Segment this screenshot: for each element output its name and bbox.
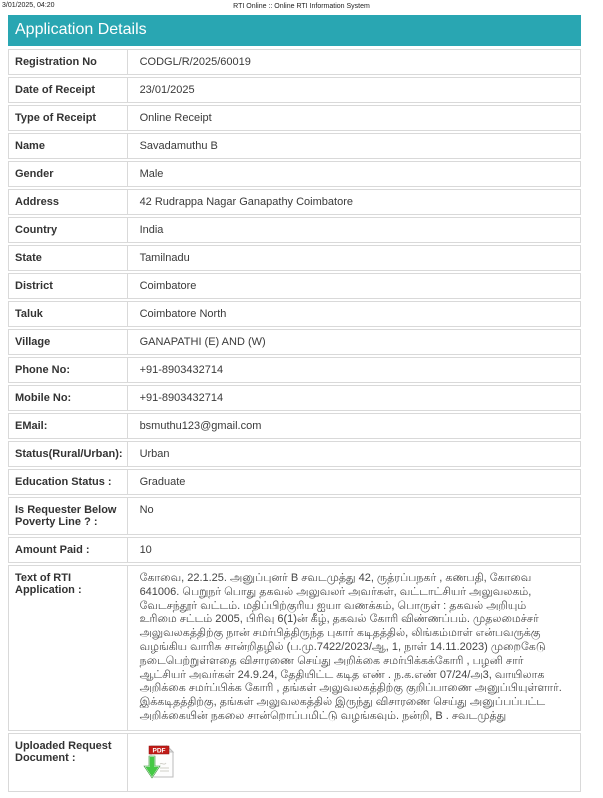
field-label: Uploaded Request Document : — [8, 733, 128, 792]
field-label: Address — [8, 189, 128, 215]
table-row — [8, 301, 581, 327]
table-row-uploaded-document — [8, 733, 581, 792]
table-row — [8, 357, 581, 383]
page-title: Application Details — [8, 15, 581, 46]
rti-application-text: கோவை, 22.1.25. அனுப்புனர் B சவடமுத்து 42, ருத்ரப்பநகர் , கணபதி, கோவை 641006. பெறுநர் பொது தகவல் அலுவலர் அவர்கள், வட்டாட்சியர் அலுவலகம், வேடசந்தூர் வட்டம். மதிப்பிற்குரிய ஐயா வணக்கம், பொருள் : தகவல் அறியும் உரிமை சட்டம் 2005, பிரிவு 6(1)ன் கீழ், தகவல் கோரி விண்ணப்பம். முதலமைச்சர் அலுவலகத்திற்கு நான் சமர்பித்திருந்த புகார் கடிதத்தில், லிங்கம்மாள் என்பவருக்கு வழங்கிய வாரிசு சான்றிதழில் (ப.மு.7422/2023/ஆ, 1, நாள் 14.11.2023) முறைகேடு நடைபெற்றுள்ளதை விசாரணை செய்து அறிக்கை சமர்பிக்கக்கோரி , பழனி சார் ஆட்சியர் அவர்கள் 24.9.24, தேதியிட்ட கடித எண் . ந.க.எண் 07/24/அ3, வாயிலாக அறிக்கை சமர்ப்பிக்க கோரி , தங்கள் அலுவலகத்திற்கு குறிப்பாணை அனுப்பியுள்ளார். இக்கடிதத்திற்கு, தங்கள் அலுவலகத்தில் இருந்து விசாரணை செய்து அனுப்பப்பட்ட அறிக்கையின் நகலை சான்றொப்பமிட்டு வழங்கவும். நன்றி, B . சவடமுத்து — [128, 565, 581, 731]
field-label: Village — [8, 329, 128, 355]
table-row — [8, 105, 581, 131]
table-row — [8, 329, 581, 355]
print-title: RTI Online :: Online RTI Information System — [233, 3, 370, 10]
table-row — [8, 537, 581, 563]
field-value: GANAPATHI (E) AND (W) — [128, 329, 581, 355]
field-label: Amount Paid : — [8, 537, 128, 563]
table-row — [8, 273, 581, 299]
table-row — [8, 189, 581, 215]
field-label: Mobile No: — [8, 385, 128, 411]
field-value: Urban — [128, 441, 581, 467]
table-row — [8, 441, 581, 467]
field-value: +91-8903432714 — [128, 385, 581, 411]
field-value: Coimbatore — [128, 273, 581, 299]
field-value: 10 — [128, 537, 581, 563]
field-label: Text of RTI Application : — [8, 565, 128, 731]
field-value: Savadamuthu B — [128, 133, 581, 159]
field-value: Tamilnadu — [128, 245, 581, 271]
field-label: Is Requester Below Poverty Line ? : — [8, 497, 128, 535]
field-label: Registration No — [8, 49, 128, 75]
field-value: Graduate — [128, 469, 581, 495]
field-label: Type of Receipt — [8, 105, 128, 131]
field-value: 23/01/2025 — [128, 77, 581, 103]
field-label: District — [8, 273, 128, 299]
field-label: Date of Receipt — [8, 77, 128, 103]
field-value: 42 Rudrappa Nagar Ganapathy Coimbatore — [128, 189, 581, 215]
field-label: Status(Rural/Urban): — [8, 441, 128, 467]
field-value: Online Receipt — [128, 105, 581, 131]
field-label: Name — [8, 133, 128, 159]
application-details-table — [8, 47, 581, 794]
pdf-badge-label: PDF — [152, 747, 166, 755]
table-row — [8, 245, 581, 271]
table-row — [8, 49, 581, 75]
table-row — [8, 385, 581, 411]
table-row — [8, 133, 581, 159]
application-details-panel — [8, 15, 581, 794]
table-row — [8, 217, 581, 243]
field-value: CODGL/R/2025/60019 — [128, 49, 581, 75]
table-row — [8, 413, 581, 439]
field-value: Coimbatore North — [128, 301, 581, 327]
field-value: India — [128, 217, 581, 243]
table-row — [8, 77, 581, 103]
field-value: No — [128, 497, 581, 535]
field-value: +91-8903432714 — [128, 357, 581, 383]
print-header — [0, 0, 603, 13]
field-label: EMail: — [8, 413, 128, 439]
field-value: Male — [128, 161, 581, 187]
field-label: Education Status : — [8, 469, 128, 495]
field-label: State — [8, 245, 128, 271]
table-row — [8, 161, 581, 187]
print-datetime: 3/01/2025, 04:20 — [2, 2, 55, 9]
field-label: Gender — [8, 161, 128, 187]
field-label: Country — [8, 217, 128, 243]
field-label: Phone No: — [8, 357, 128, 383]
uploaded-document-link[interactable] — [142, 742, 176, 780]
table-row — [8, 469, 581, 495]
pdf-download-icon — [142, 742, 176, 780]
field-value: bsmuthu123@gmail.com — [128, 413, 581, 439]
field-label: Taluk — [8, 301, 128, 327]
table-row-rti-text — [8, 565, 581, 731]
table-row — [8, 497, 581, 535]
